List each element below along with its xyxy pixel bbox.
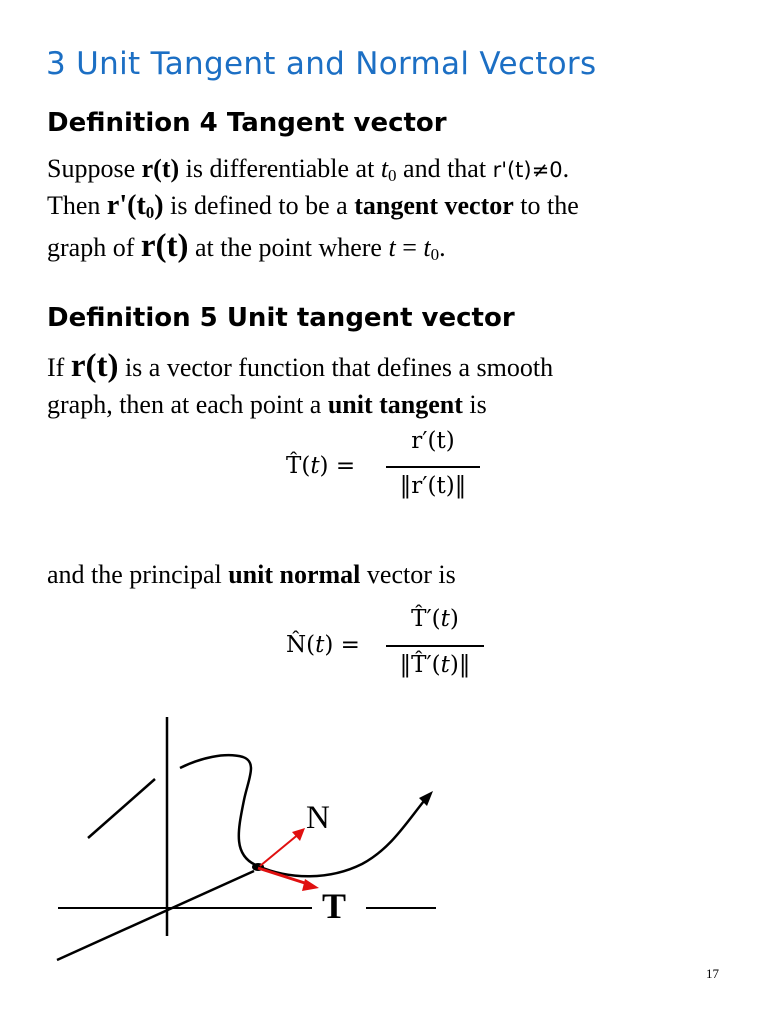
def5-line-2: graph, then at each point a unit tangent is: [47, 390, 487, 419]
unit-tangent-denominator: ‖r′(t)‖: [399, 473, 467, 499]
unit-normal-numerator: T̂′(𝑡): [411, 606, 459, 632]
unit-tangent-lhs: T̂(𝑡) =: [286, 453, 356, 479]
definition-4-heading: Definition 4 Tangent vector: [47, 108, 447, 138]
def4-line-3: graph of r(t) at the point where $t = t_0$.: [47, 228, 446, 264]
page-number: 17: [706, 966, 719, 981]
def5-line-1: If r(t) is a vector function that defines a smooth: [47, 348, 554, 384]
def4-line-2: Then $r'(t_0)$ is defined to be a tangent vector to the: [47, 190, 579, 222]
tangent-vector-arrowhead: [302, 879, 319, 891]
unit-normal-fraction-bar: [386, 645, 484, 647]
def4-line-1: Suppose r(t) is differentiable at $t_0$ and that r'(t)≠0.: [47, 154, 570, 185]
label-n: N: [306, 800, 330, 836]
diagonal-axis-lower: [57, 871, 254, 960]
unit-tangent-fraction-bar: [386, 466, 480, 468]
unit-normal-denominator: ‖T̂′(𝑡)‖: [399, 652, 471, 678]
def5-line-3: and the principal unit normal vector is: [47, 560, 456, 589]
page-title: 3 Unit Tangent and Normal Vectors: [46, 46, 597, 82]
tangent-normal-figure: [0, 700, 768, 980]
label-t: T: [322, 886, 347, 926]
normal-vector: [260, 833, 300, 866]
unit-normal-lhs: N̂(𝑡) =: [286, 632, 360, 658]
space-curve: [180, 755, 428, 876]
diagonal-axis-upper: [88, 779, 155, 838]
definition-5-heading: Definition 5 Unit tangent vector: [47, 303, 515, 333]
unit-tangent-numerator: r′(t): [411, 428, 455, 454]
